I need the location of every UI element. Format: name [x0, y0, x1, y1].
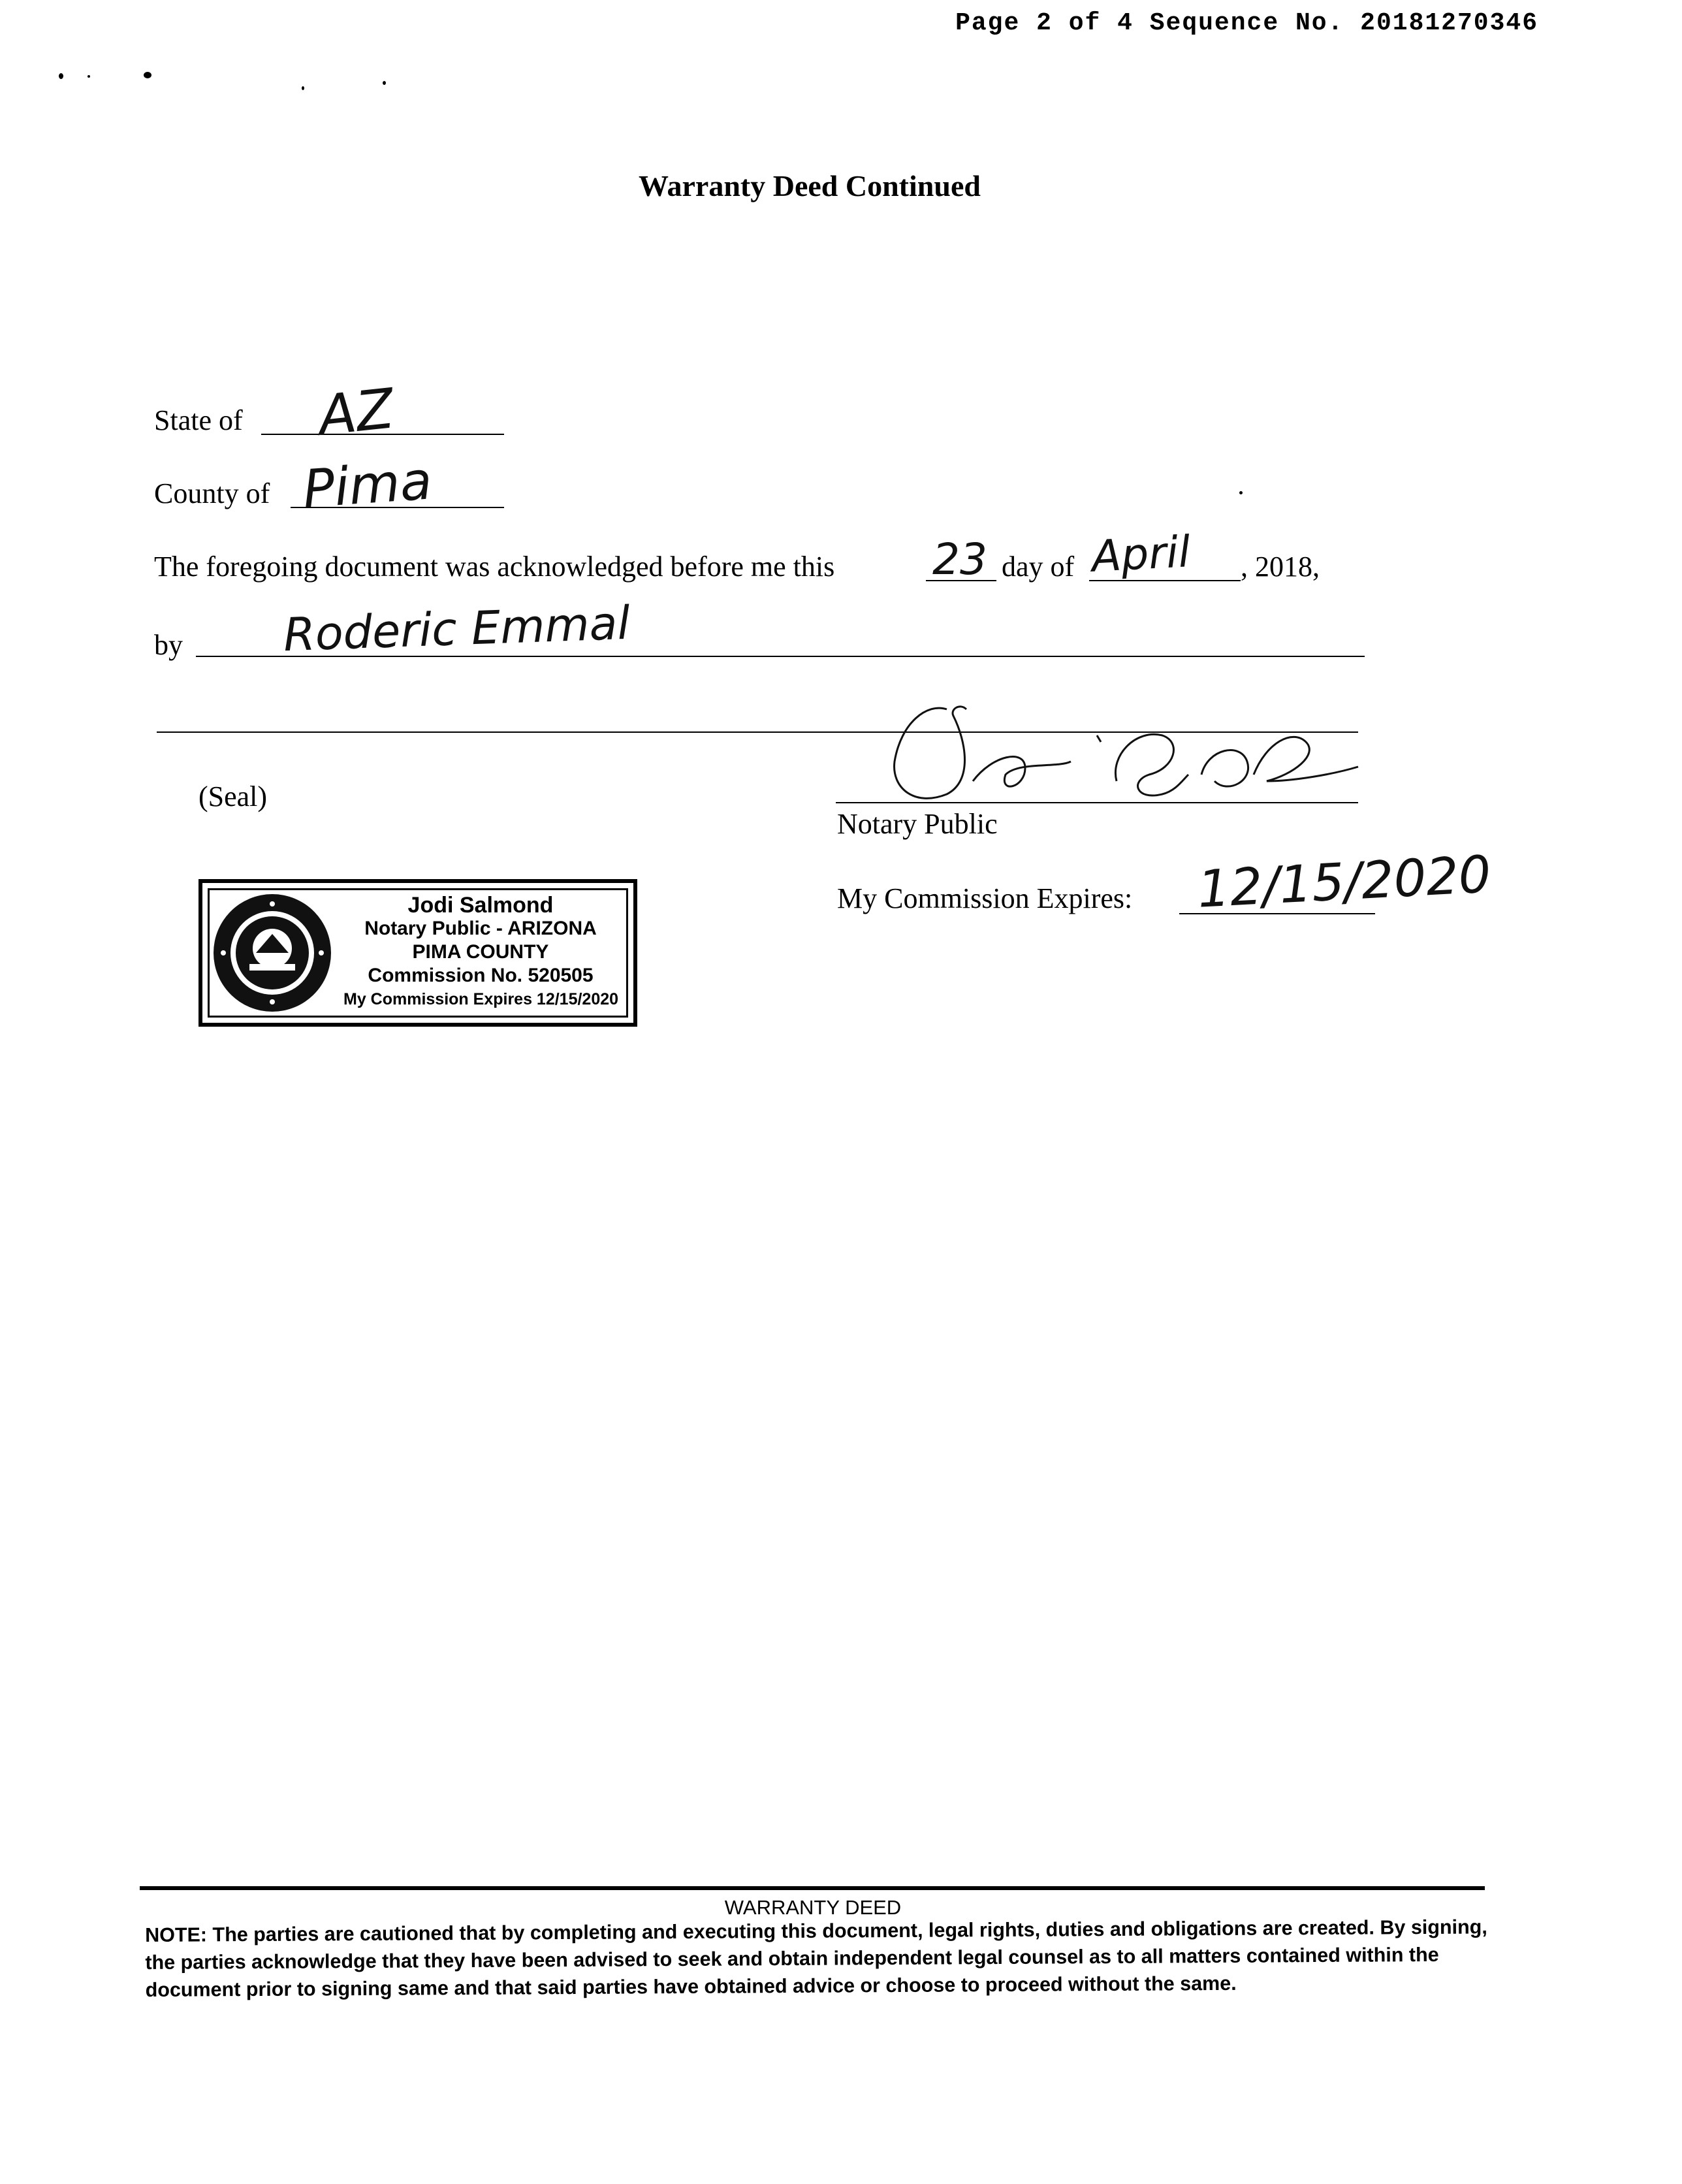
state-value: AZ: [315, 376, 397, 448]
footer-note-text: The parties are cautioned that by completing and executing this document, legal rights, duties and obligations are created. By signing, the parties acknowledge that they have been advised to seek and obtain independent legal counsel as to all matters contained within the document prior to signing same and that said parties have obtained advice or choose to proceed without the same.: [145, 1916, 1487, 2001]
document-title: Warranty Deed Continued: [639, 169, 981, 202]
stamp-commission-no: Commission No. 520505: [368, 965, 594, 986]
footer-note-lead: NOTE:: [145, 1923, 208, 1946]
county-label: County of: [154, 477, 270, 509]
by-label: by: [154, 629, 183, 661]
state-label: State of: [154, 404, 243, 436]
commission-expires-value: 12/15/2020: [1196, 845, 1493, 920]
stamp-name: Jodi Salmond: [407, 893, 554, 918]
commission-expires-label: My Commission Expires:: [837, 882, 1133, 914]
notary-stamp-text: [343, 893, 618, 1011]
county-value: Pima: [300, 450, 434, 520]
day-of-text: day of: [1002, 551, 1075, 583]
footer-title: WARRANTY DEED: [724, 1896, 902, 1919]
stamp-county: PIMA COUNTY: [412, 941, 549, 963]
arizona-seal-icon: [210, 891, 334, 1015]
page-sequence-header: Page 2 of 4 Sequence No. 20181270346: [955, 9, 1538, 37]
notary-signature-mark: [810, 683, 1371, 820]
foregoing-text: The foregoing document was acknowledged before me this: [154, 551, 835, 583]
seal-label: (Seal): [198, 780, 268, 812]
by-value: Roderic Emmal: [282, 596, 631, 662]
notary-stamp: [198, 879, 637, 1027]
month-value: April: [1090, 526, 1192, 582]
stamp-title: Notary Public - ARIZONA: [364, 918, 597, 939]
notary-public-label: Notary Public: [837, 808, 998, 840]
year-text: , 2018,: [1241, 551, 1320, 583]
stamp-expires: My Commission Expires 12/15/2020: [343, 990, 619, 1008]
footer-note: [145, 1913, 1504, 2004]
day-value: 23: [932, 534, 987, 585]
footer-rule: [140, 1886, 1485, 1890]
notary-signature: [895, 717, 899, 718]
notary-signature-line: [836, 802, 1358, 803]
